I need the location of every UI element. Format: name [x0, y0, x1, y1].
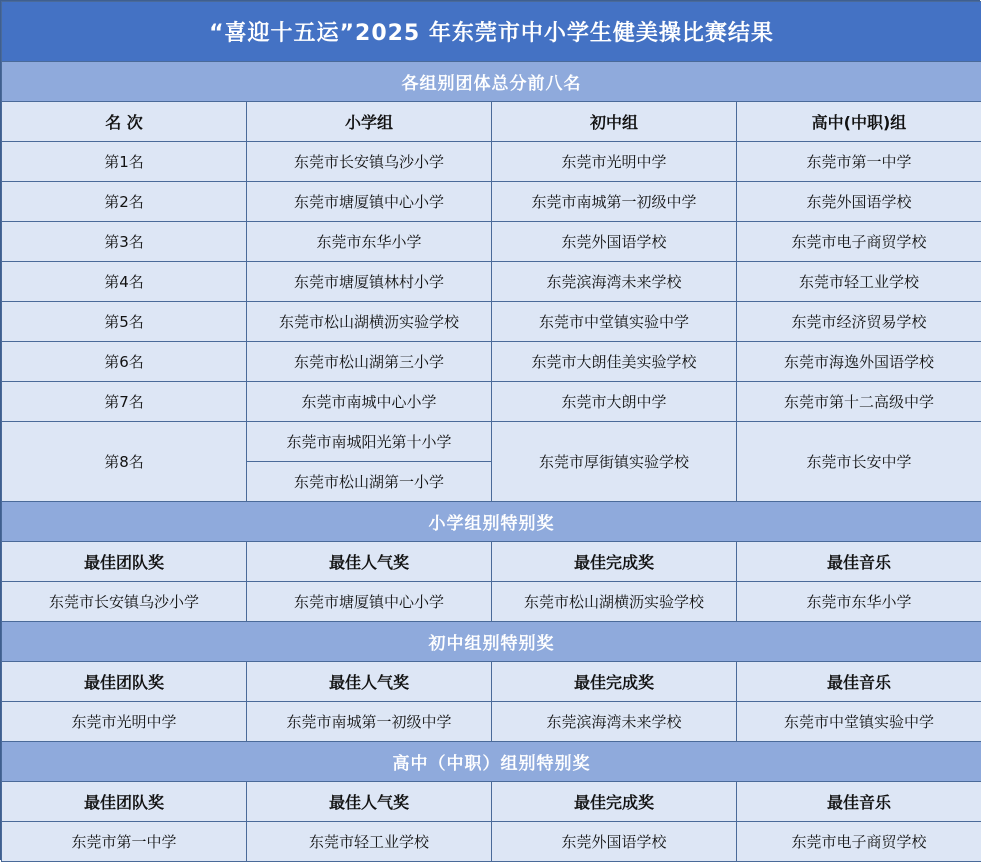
primary-cell: 东莞市塘厦镇中心小学: [247, 182, 492, 222]
junior-cell: 东莞市光明中学: [492, 142, 737, 182]
ranking-section-row: [2, 62, 981, 102]
winner-popular: 东莞市南城第一初级中学: [247, 702, 492, 742]
rank-cell: 第7名: [2, 382, 247, 422]
award-header-completion: 最佳完成奖: [492, 782, 737, 822]
winner-team: 东莞市第一中学: [2, 822, 247, 862]
junior-special-title: 初中组别特别奖: [2, 622, 981, 662]
senior-cell: 东莞外国语学校: [737, 182, 981, 222]
rank-cell: 第8名: [2, 422, 247, 502]
senior-cell: 东莞市轻工业学校: [737, 262, 981, 302]
ranking-section-title: 各组别团体总分前八名: [2, 62, 981, 102]
table-row: [2, 262, 981, 302]
junior-cell: 东莞市厚街镇实验学校: [492, 422, 737, 502]
award-winner-row: [2, 822, 981, 862]
award-header-popular: 最佳人气奖: [247, 782, 492, 822]
rank-cell: 第4名: [2, 262, 247, 302]
winner-popular: 东莞市轻工业学校: [247, 822, 492, 862]
header-primary: 小学组: [247, 102, 492, 142]
rank-cell: 第3名: [2, 222, 247, 262]
table-row: [2, 222, 981, 262]
table-row: [2, 342, 981, 382]
header-junior: 初中组: [492, 102, 737, 142]
winner-completion: 东莞外国语学校: [492, 822, 737, 862]
senior-cell: 东莞市第十二高级中学: [737, 382, 981, 422]
header-senior: 高中(中职)组: [737, 102, 981, 142]
table-row: [2, 302, 981, 342]
primary-special-section-row: [2, 502, 981, 542]
senior-cell: 东莞市电子商贸学校: [737, 222, 981, 262]
award-header-team: 最佳团队奖: [2, 662, 247, 702]
senior-special-title: 高中（中职）组别特别奖: [2, 742, 981, 782]
award-header-music: 最佳音乐: [737, 782, 981, 822]
primary-special-title: 小学组别特别奖: [2, 502, 981, 542]
junior-special-section-row: [2, 622, 981, 662]
senior-cell: 东莞市经济贸易学校: [737, 302, 981, 342]
winner-music: 东莞市中堂镇实验中学: [737, 702, 981, 742]
junior-cell: 东莞市大朗中学: [492, 382, 737, 422]
primary-cell: 东莞市松山湖第三小学: [247, 342, 492, 382]
winner-completion: 东莞滨海湾未来学校: [492, 702, 737, 742]
page-title: “喜迎十五运”2025 年东莞市中小学生健美操比赛结果: [2, 2, 981, 62]
award-header-music: 最佳音乐: [737, 662, 981, 702]
winner-music: 东莞市东华小学: [737, 582, 981, 622]
junior-cell: 东莞外国语学校: [492, 222, 737, 262]
primary-cell: 东莞市松山湖横沥实验学校: [247, 302, 492, 342]
award-header-music: 最佳音乐: [737, 542, 981, 582]
table-row: [2, 182, 981, 222]
senior-cell: 东莞市长安中学: [737, 422, 981, 502]
table-row: [2, 422, 981, 462]
rank-cell: 第1名: [2, 142, 247, 182]
header-rank: 名 次: [2, 102, 247, 142]
table-row: [2, 142, 981, 182]
award-winner-row: [2, 702, 981, 742]
award-header-team: 最佳团队奖: [2, 542, 247, 582]
junior-cell: 东莞市南城第一初级中学: [492, 182, 737, 222]
table-row: [2, 382, 981, 422]
senior-special-section-row: [2, 742, 981, 782]
award-header-row: [2, 542, 981, 582]
award-header-completion: 最佳完成奖: [492, 542, 737, 582]
primary-cell: 东莞市东华小学: [247, 222, 492, 262]
junior-cell: 东莞市大朗佳美实验学校: [492, 342, 737, 382]
award-winner-row: [2, 582, 981, 622]
primary-cell: 东莞市塘厦镇林村小学: [247, 262, 492, 302]
winner-popular: 东莞市塘厦镇中心小学: [247, 582, 492, 622]
winner-completion: 东莞市松山湖横沥实验学校: [492, 582, 737, 622]
winner-team: 东莞市光明中学: [2, 702, 247, 742]
award-header-row: [2, 782, 981, 822]
winner-team: 东莞市长安镇乌沙小学: [2, 582, 247, 622]
rank-cell: 第2名: [2, 182, 247, 222]
award-header-row: [2, 662, 981, 702]
award-header-popular: 最佳人气奖: [247, 662, 492, 702]
rank-cell: 第5名: [2, 302, 247, 342]
primary-cell: 东莞市松山湖第一小学: [247, 462, 492, 502]
ranking-header-row: [2, 102, 981, 142]
award-header-team: 最佳团队奖: [2, 782, 247, 822]
junior-cell: 东莞市中堂镇实验中学: [492, 302, 737, 342]
rank-cell: 第6名: [2, 342, 247, 382]
award-header-popular: 最佳人气奖: [247, 542, 492, 582]
title-row: [2, 2, 981, 62]
junior-cell: 东莞滨海湾未来学校: [492, 262, 737, 302]
senior-cell: 东莞市第一中学: [737, 142, 981, 182]
winner-music: 东莞市电子商贸学校: [737, 822, 981, 862]
primary-cell: 东莞市南城阳光第十小学: [247, 422, 492, 462]
senior-cell: 东莞市海逸外国语学校: [737, 342, 981, 382]
primary-cell: 东莞市长安镇乌沙小学: [247, 142, 492, 182]
award-header-completion: 最佳完成奖: [492, 662, 737, 702]
results-table: [1, 1, 981, 862]
primary-cell: 东莞市南城中心小学: [247, 382, 492, 422]
